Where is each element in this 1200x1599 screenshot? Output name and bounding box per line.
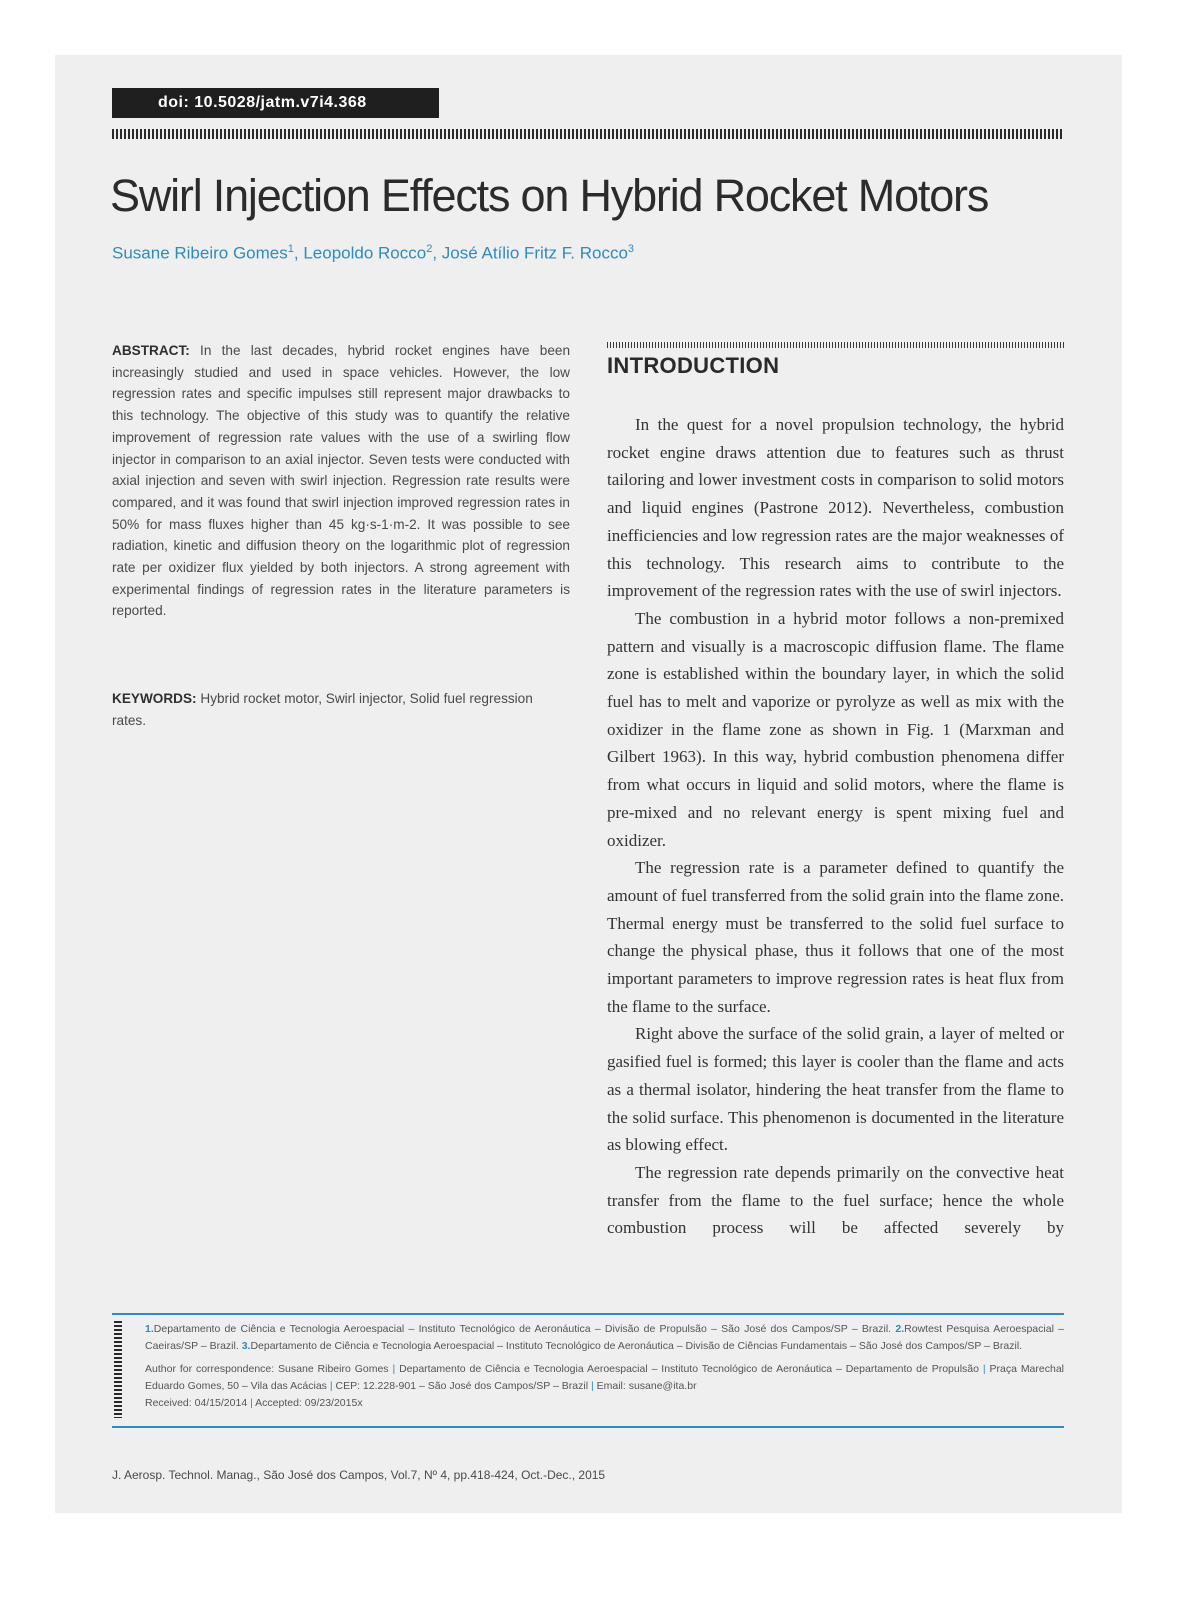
affiliations (145, 1321, 1064, 1355)
body-paragraph: The regression rate is a parameter defined to quantify the amount of fuel transferred from the solid grain into the flame zone. Thermal energy must be transferred to the solid fuel surface to change the physical phase, thus it follows that one of the most important parameters to improve regression rates is heat flux from the flame to the surface. (607, 858, 1064, 1016)
correspondence-postal: CEP: 12.228-901 – São José dos Campos/SP – Brazil (335, 1380, 591, 1392)
received-date: Received: 04/15/2014 (145, 1397, 251, 1409)
article-dates (145, 1395, 1064, 1412)
introduction-body (607, 411, 1064, 1242)
keywords (112, 688, 570, 731)
correspondence-author: Author for correspondence: Susane Ribeiro Gomes (145, 1363, 393, 1375)
decorative-barcode-vertical (114, 1321, 122, 1418)
separator: | (392, 1363, 400, 1375)
abstract-label: ABSTRACT: (112, 343, 190, 358)
paper-page (55, 55, 1122, 1513)
footnote-divider-bottom (112, 1426, 1064, 1428)
abstract (112, 340, 570, 622)
author-affiliation-mark: 2 (426, 243, 433, 255)
body-paragraph: The combustion in a hybrid motor follows a non-premixed pattern and visually is a macroscopic diffusion flame. The flame zone is established within the boundary layer, in which the solid fuel has to melt and vaporize or pyrolyze as well as mix with the oxidizer in the flame zone as shown in Fig. 1 (Marxman and Gilbert 1963). In this way, hybrid combustion phenomena differ from what occurs in liquid and solid motors, where the flame is pre-mixed and no relevant energy is spent mixing fuel and oxidizer. (607, 608, 1064, 850)
affiliation-number: 2. (895, 1323, 905, 1335)
abstract-text: In the last decades, hybrid rocket engines have been increasingly studied and used in space vehicles. However, the low regression rates and specific impulses still represent major drawbacks to this technology. The objective of this study was to quantify the relative improvement of regression rate values with the use of a swirling flow injector in comparison to an axial injector. Seven tests were conducted with axial injection and seven with swirl injection. Regression rate results were compared, and it was found that swirl injection improved regression rates in 50% for mass fluxes higher than 45 kg·s-1·m-2. It was possible to see radiation, kinetic and diffusion theory on the logarithmic plot of regression rate per oxidizer flux yielded by both injectors. A strong agreement with experimental findings of regression rates in the literature parameters is reported. (112, 343, 571, 619)
accepted-date: Accepted: 09/23/2015x (255, 1397, 363, 1409)
correspondence (145, 1361, 1064, 1395)
footnotes (145, 1321, 1064, 1412)
body-paragraph: In the quest for a novel propulsion technology, the hybrid rocket engine draws attention due to features such as thrust tailoring and lower investment costs in comparison to solid motors and liquid engines (Pastrone 2012). Nevertheless, combustion inefficiencies and low regression rates are the major weaknesses of this technology. This research aims to contribute to the improvement of the regression rates with the use of swirl injectors. (607, 415, 1064, 601)
correspondence-department: Departamento de Ciência e Tecnologia Aeroespacial – Instituto Tecnológico de Aeronáutica – Departamento de Propulsão (399, 1363, 983, 1375)
body-paragraph: The regression rate depends primarily on the convective heat transfer from the flame to the fuel surface; hence the whole combustion process will be affected severely by (607, 1162, 1064, 1238)
correspondence-street: Praça Marechal Eduardo Gomes, 50 – Vila das Acácias (145, 1363, 1064, 1392)
author-name[interactable]: José Atílio Fritz F. Rocco (441, 243, 628, 263)
doi-label[interactable]: doi: 10.5028/jatm.v7i4.368 (112, 88, 439, 118)
footnote-divider-top (112, 1313, 1064, 1315)
separator: | (982, 1363, 990, 1375)
author-affiliation-mark: 3 (627, 243, 635, 255)
affiliation-number: 1. (145, 1323, 154, 1335)
author-list: Susane Ribeiro Gomes$^1$, Leopoldo Rocco$^2$, José Atílio Fritz F. Rocco$^3$ (112, 243, 635, 263)
affiliation-text: Rowtest Pesquisa Aeroespacial – Caeiras/SP – Brazil. (145, 1323, 1065, 1352)
separator: | (590, 1380, 597, 1392)
author-affiliation-mark: 1 (287, 243, 294, 255)
keywords-label: KEYWORDS: (112, 691, 197, 706)
affiliation-number: 3. (241, 1340, 251, 1352)
correspondence-email[interactable]: Email: susane@ita.br (596, 1380, 697, 1392)
decorative-barcode-rule (112, 129, 1064, 139)
affiliation-text: Departamento de Ciência e Tecnologia Aeroespacial – Instituto Tecnológico de Aeronáutica – Divisão de Propulsão – São José dos Campos/SP – Brazil. (153, 1323, 896, 1335)
author-name[interactable]: Susane Ribeiro Gomes (112, 243, 288, 263)
author-name[interactable]: Leopoldo Rocco (303, 243, 427, 263)
paper-title: Swirl Injection Effects on Hybrid Rocket Motors (110, 170, 989, 221)
keywords-text: Hybrid rocket motor, Swirl injector, Solid fuel regression rates. (112, 691, 533, 728)
separator: | (329, 1380, 336, 1392)
body-paragraph: Right above the surface of the solid grain, a layer of melted or gasified fuel is formed; this layer is cooler than the flame and acts as a thermal isolator, hindering the heat transfer from the flame to the solid surface. This phenomenon is documented in the literature as blowing effect. (607, 1024, 1064, 1155)
affiliation-text: Departamento de Ciência e Tecnologia Aeroespacial – Instituto Tecnológico de Aeronáutica – Divisão de Ciências Fundamentais – São José dos Campos/SP – Brazil. (250, 1340, 1023, 1352)
journal-citation: J. Aerosp. Technol. Manag., São José dos Campos, Vol.7, Nº 4, pp.418-424, Oct.-Dec., 2015 (112, 1468, 606, 1482)
section-divider (607, 342, 1064, 348)
section-heading-introduction: INTRODUCTION (607, 353, 780, 378)
separator: | (250, 1397, 256, 1409)
